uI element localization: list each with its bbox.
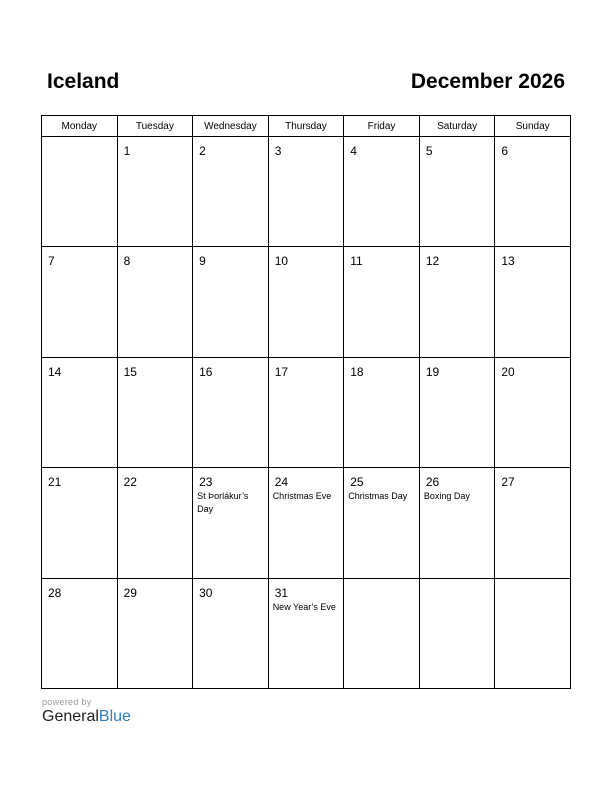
day-number: 22 (123, 475, 137, 490)
day-cell (495, 357, 571, 467)
day-cell (268, 357, 344, 467)
day-number (495, 579, 570, 587)
day-cell (495, 137, 571, 247)
day-cell (268, 578, 344, 688)
day-number: 16 (199, 364, 213, 379)
day-number: 18 (350, 364, 364, 379)
day-number: 25 (350, 475, 364, 490)
day-cell (42, 357, 118, 467)
day-number: 1 (123, 144, 131, 158)
week-row (42, 468, 571, 578)
holiday-label: Boxing Day (423, 491, 470, 502)
day-cell (419, 137, 495, 247)
day-number: 15 (123, 364, 137, 379)
day-number: 19 (425, 364, 440, 379)
month-title: December 2026 (410, 70, 565, 93)
weekday-header: Friday (344, 116, 420, 137)
day-number: 29 (123, 585, 137, 600)
day-number (42, 137, 117, 145)
day-number: 20 (501, 364, 515, 379)
day-number: 23 (199, 475, 213, 490)
day-number: 30 (199, 585, 213, 600)
day-cell (193, 247, 269, 357)
day-number: 14 (48, 364, 62, 379)
week-row (42, 578, 571, 688)
week-row (42, 357, 571, 467)
day-cell (268, 468, 344, 578)
day-number: 3 (274, 144, 282, 158)
weekday-header-row (42, 116, 571, 137)
day-number: 9 (199, 254, 206, 269)
footer-branding (42, 697, 131, 726)
day-cell (193, 137, 269, 247)
day-number (344, 579, 419, 587)
brand-text-general: General (42, 708, 99, 725)
day-cell (495, 468, 571, 578)
day-cell (117, 468, 193, 578)
day-number (420, 579, 495, 587)
day-cell (495, 578, 571, 688)
weekday-header: Monday (42, 116, 118, 137)
brand-text-blue: Blue (98, 708, 131, 725)
day-number: 26 (425, 475, 440, 490)
day-cell (419, 468, 495, 578)
day-number: 5 (425, 144, 433, 158)
day-number: 10 (274, 254, 289, 269)
day-cell (344, 468, 420, 578)
day-number: 2 (199, 144, 206, 158)
holiday-label: Christmas Day (348, 491, 408, 502)
day-cell (193, 468, 269, 578)
day-number: 21 (48, 475, 62, 490)
calendar-grid (41, 115, 571, 689)
day-number: 31 (274, 585, 289, 600)
holiday-label: Christmas Eve (272, 491, 332, 502)
day-cell (117, 357, 193, 467)
day-number: 27 (501, 475, 515, 490)
day-cell (117, 247, 193, 357)
day-cell (193, 357, 269, 467)
day-cell (117, 578, 193, 688)
weekday-header: Sunday (495, 116, 571, 137)
day-cell (344, 247, 420, 357)
day-cell (268, 137, 344, 247)
day-number: 12 (425, 254, 440, 269)
day-cell (419, 247, 495, 357)
day-cell (268, 247, 344, 357)
day-number: 4 (350, 144, 357, 158)
day-cell (495, 247, 571, 357)
day-cell (344, 578, 420, 688)
day-number: 13 (501, 254, 515, 269)
day-number: 17 (274, 364, 289, 379)
day-number: 28 (48, 585, 62, 600)
week-row (42, 137, 571, 247)
day-cell (42, 578, 118, 688)
day-cell (42, 137, 118, 247)
holiday-label: New Year’s Eve (272, 601, 336, 612)
powered-by-text: powered by (42, 697, 92, 707)
day-cell (193, 578, 269, 688)
week-row (42, 247, 571, 357)
day-cell (419, 357, 495, 467)
day-number: 6 (501, 144, 509, 158)
weekday-header: Thursday (268, 116, 344, 137)
day-number: 24 (274, 475, 289, 490)
day-cell (117, 137, 193, 247)
weekday-header: Saturday (419, 116, 495, 137)
country-title: Iceland (47, 70, 120, 93)
weekday-header: Wednesday (193, 116, 269, 137)
day-cell (344, 137, 420, 247)
brand-logo (42, 708, 131, 726)
day-cell (344, 357, 420, 467)
day-cell (42, 468, 118, 578)
day-cell (42, 247, 118, 357)
day-cell (419, 578, 495, 688)
day-number: 8 (123, 254, 131, 269)
day-number: 11 (350, 254, 363, 269)
holiday-label: St Þorlákur’s Day (197, 491, 249, 515)
weekday-header: Tuesday (117, 116, 193, 137)
day-number: 7 (48, 254, 55, 269)
